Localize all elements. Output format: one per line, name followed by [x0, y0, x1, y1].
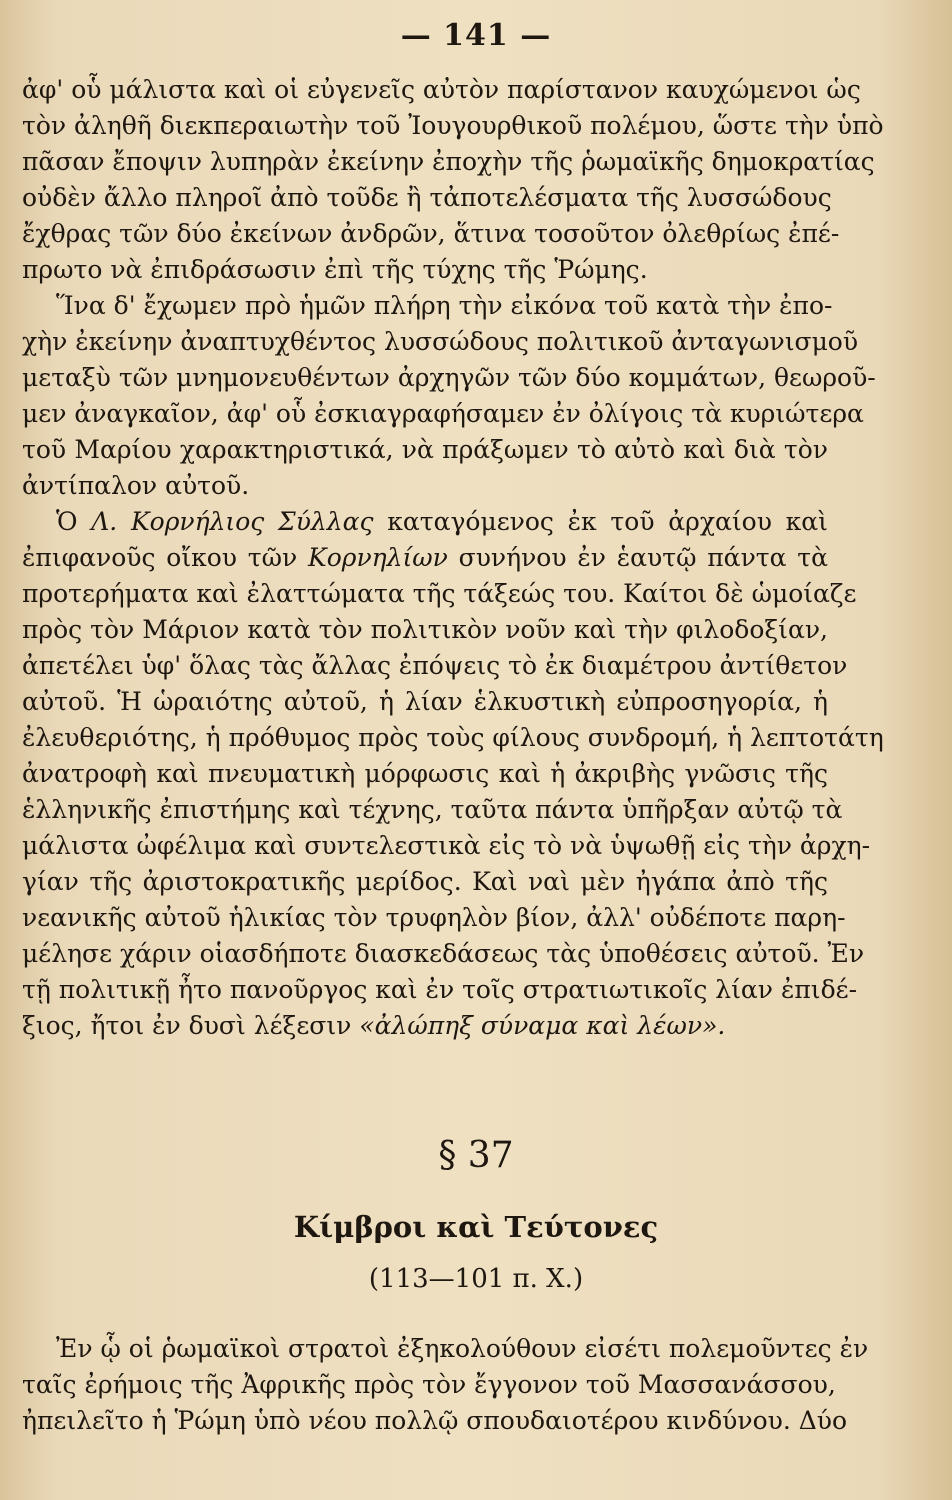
- text-line: ἔχθρας τῶν δύο ἐκείνων ἀνδρῶν, ἅτινα τοσοῦτον ὀλεθρίως ἐπέ-: [22, 219, 840, 248]
- section-text: [22, 1330, 869, 1438]
- text-line: ἀνατροφὴ καὶ πνευματικὴ μόρφωσις καὶ ἡ ἀκριβὴς γνῶσις τῆς: [22, 759, 828, 788]
- section-dates: (113—101 π. Χ.): [368, 1264, 584, 1294]
- section-number: § 37: [438, 1135, 514, 1176]
- section-title: Κίμβροι καὶ Τεύτονες: [293, 1210, 659, 1244]
- text-line: τοῦ Μαρίου χαρακτηριστικά, νὰ πράξωμεν τὸ αὐτὸ καὶ διὰ τὸν: [22, 435, 828, 464]
- text-line: ταῖς ἐρήμοις τῆς Ἀφρικῆς πρὸς τὸν ἔγγονον τοῦ Μασσανάσσου,: [22, 1370, 836, 1399]
- text-line: [22, 540, 828, 576]
- text-line: ἀπετέλει ὑφ' ὅλας τὰς ἄλλας ἐπόψεις τὸ ἐκ διαμέτρου ἀντίθετον: [22, 651, 848, 680]
- main-text: [22, 72, 884, 1044]
- text-line: οὐδὲν ἄλλο πληροῖ ἀπὸ τοῦδε ἢ τἀποτελέσματα τῆς λυσσώδους: [22, 183, 832, 212]
- text-fragment: συνήνου ἐν ἑαυτῷ πάντα τὰ: [458, 543, 828, 572]
- text-line: γίαν τῆς ἀριστοκρατικῆς μερίδος. Καὶ ναὶ μὲν ἠγάπα ἀπὸ τῆς: [22, 867, 828, 896]
- text-line: μάλιστα ὠφέλιμα καὶ συντελεστικὰ εἰς τὸ νὰ ὑψωθῇ εἰς τὴν ἀρχη-: [22, 831, 871, 860]
- text-line: [22, 1008, 828, 1044]
- quote-fox-lion: «ἀλώπηξ σύναμα καὶ λέων».: [359, 1011, 726, 1040]
- text-line: πᾶσαν ἔποψιν λυπηρὰν ἐκείνην ἐποχὴν τῆς ῥωμαϊκῆς δημοκρατίας: [22, 147, 875, 176]
- text-line: τὸν ἀληθῆ διεκπεραιωτὴν τοῦ Ἰουγουρθικοῦ πολέμου, ὥστε τὴν ὑπὸ: [22, 111, 884, 140]
- name-sulla: Λ. Κορνήλιος Σύλλας: [91, 507, 374, 536]
- text-line: μέλησε χάριν οἱασδήποτε διασκεδάσεως τὰς ὑποθέσεις αὐτοῦ. Ἐν: [22, 939, 865, 968]
- text-line: πρωτο νὰ ἐπιδράσωσιν ἐπὶ τῆς τύχης τῆς Ῥώμης.: [22, 255, 648, 284]
- text-line: προτερήματα καὶ ἐλαττώματα τῆς τάξεώς του. Καίτοι δὲ ὡμοίαζε: [22, 579, 857, 608]
- name-cornelii: Κορνηλίων: [308, 543, 448, 572]
- text-line: Ἐν ᾧ οἱ ῥωμαϊκοὶ στρατοὶ ἐξηκολούθουν εἰσέτι πολεμοῦντες ἐν: [56, 1334, 869, 1363]
- text-line: πρὸς τὸν Μάριον κατὰ τὸν πολιτικὸν νοῦν καὶ τὴν φιλοδοξίαν,: [22, 615, 828, 644]
- text-line: τῇ πολιτικῇ ἦτο πανοῦργος καὶ ἐν τοῖς στρατιωτικοῖς λίαν ἐπιδέ-: [22, 975, 858, 1004]
- text-line: [22, 504, 828, 540]
- text-line: ἑλληνικῆς ἐπιστήμης καὶ τέχνης, ταῦτα πάντα ὑπῆρξαν αὐτῷ τὰ: [22, 795, 843, 824]
- text-line: Ἵνα δ' ἔχωμεν πρὸ ἡμῶν πλήρη τὴν εἰκόνα τοῦ κατὰ τὴν ἐπο-: [56, 291, 833, 320]
- text-fragment: Ὁ: [56, 507, 78, 536]
- text-line: ἐλευθεριότης, ἡ πρόθυμος πρὸς τοὺς φίλους συνδρομή, ἡ λεπτοτάτη: [22, 723, 884, 752]
- text-fragment: ξιος, ἤτοι ἐν δυσὶ λέξεσιν: [22, 1011, 352, 1040]
- text-fragment: ἐπιφανοῦς οἴκου τῶν: [22, 543, 298, 572]
- text-line: ἀντίπαλον αὐτοῦ.: [22, 471, 250, 500]
- text-line: ἠπειλεῖτο ἡ Ῥώμη ὑπὸ νέου πολλῷ σπουδαιοτέρου κινδύνου. Δύο: [22, 1406, 848, 1435]
- text-line: αὐτοῦ. Ἡ ὡραιότης αὐτοῦ, ἡ λίαν ἑλκυστικὴ εὐπροσηγορία, ἡ: [22, 687, 828, 716]
- text-line: μεταξὺ τῶν μνημονευθέντων ἀρχηγῶν τῶν δύο κομμάτων, θεωροῦ-: [22, 363, 876, 392]
- text-line: μεν ἀναγκαῖον, ἀφ' οὗ ἐσκιαγραφήσαμεν ἐν ὀλίγοις τὰ κυριώτερα: [22, 399, 864, 428]
- text-line: νεανικῆς αὐτοῦ ἡλικίας τὸν τρυφηλὸν βίον, ἀλλ' οὐδέποτε παρη-: [22, 903, 846, 932]
- text-line: ἀφ' οὗ μάλιστα καὶ οἱ εὐγενεῖς αὐτὸν παρίστανον καυχώμενοι ὡς: [22, 75, 861, 104]
- text-line: χὴν ἐκείνην ἀναπτυχθέντος λυσσώδους πολιτικοῦ ἀνταγωνισμοῦ: [22, 327, 859, 356]
- text-fragment: καταγόμενος ἐκ τοῦ ἀρχαίου καὶ: [387, 507, 828, 536]
- page-number: — 141 —: [400, 18, 552, 53]
